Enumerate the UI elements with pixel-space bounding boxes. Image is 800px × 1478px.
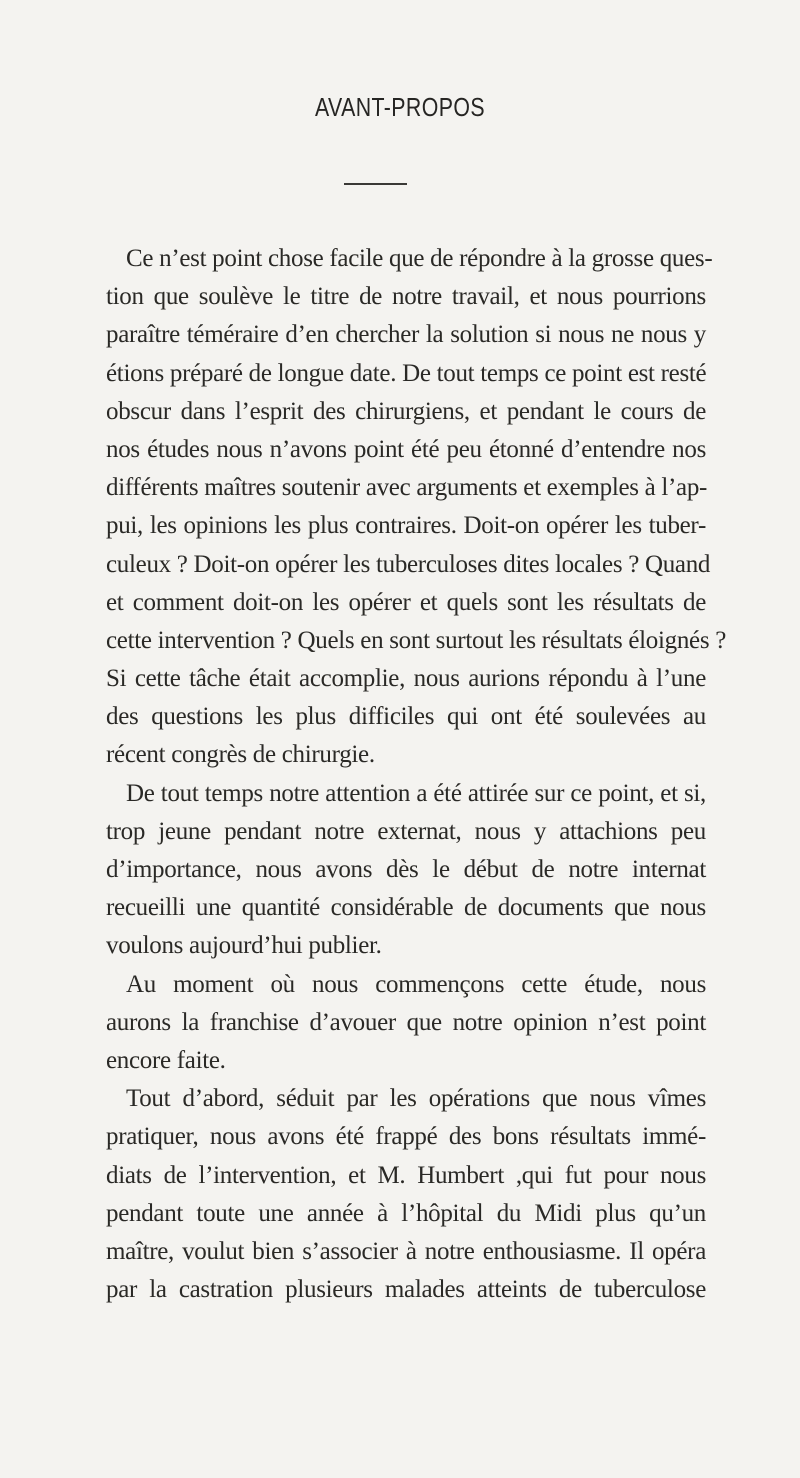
text-line: obscur dans l’esprit des chirurgiens, et pendant le cours de — [106, 397, 706, 425]
title-divider — [344, 183, 407, 185]
text-line: recueilli une quantité considérable de documents que nous — [106, 894, 706, 922]
text-line: d’importance, nous avons dès le début de notre internat — [106, 856, 706, 883]
text-line: pendant toute une année à l’hôpital du Midi plus qu’un — [106, 1199, 706, 1227]
body-text — [106, 240, 727, 1309]
text-line: maître, voulut bien s’associer à notre enthousiasme. Il opéra — [106, 1237, 706, 1265]
text-line: pui, les opinions les plus contraires. Doit-on opérer les tuber- — [106, 512, 706, 540]
text-line: des questions les plus difficiles qui ont été soulevées au — [106, 703, 706, 731]
text-line: pratiquer, nous avons été frappé des bons résultats immé- — [106, 1123, 706, 1151]
text-line: De tout temps notre attention a été attirée sur ce point, et si, — [126, 779, 706, 807]
text-line: paraître téméraire d’en chercher la solution si nous ne nous y — [106, 321, 706, 349]
text-line: trop jeune pendant notre externat, nous y attachions peu — [106, 817, 706, 845]
text-line: aurons la franchise d’avouer que notre opinion n’est point — [106, 1008, 706, 1036]
text-line: diats de l’intervention, et M. Humbert ,qui fut pour nous — [106, 1161, 706, 1189]
page-title: AVANT-PROPOS — [315, 92, 485, 122]
text-line: nos études nous n’avons point été peu étonné d’entendre nos — [106, 435, 706, 463]
text-line: Au moment où nous commençons cette étude, nous — [126, 970, 706, 998]
text-line: culeux ? Doit-on opérer les tuberculoses dites locales ? Quand — [106, 550, 711, 578]
text-line: différents maîtres soutenir avec arguments et exemples à l’ap- — [106, 474, 708, 502]
text-line: cette intervention ? Quels en sont surtout les résultats éloignés ? — [106, 626, 727, 654]
text-line: par la castration plusieurs malades atteints de tuberculose — [106, 1276, 706, 1304]
text-line: tion que soulève le titre de notre travail, et nous pourrions — [106, 283, 706, 311]
text-line: voulons aujourd’hui publier. — [106, 932, 382, 960]
text-line: Si cette tâche était accomplie, nous aurions répondu à l’une — [106, 665, 706, 693]
text-line: et comment doit-on les opérer et quels sont les résultats de — [106, 588, 706, 616]
text-line: étions préparé de longue date. De tout temps ce point est resté — [106, 359, 707, 387]
text-line: Ce n’est point chose facile que de répondre à la grosse ques- — [126, 245, 713, 272]
text-line: récent congrès de chirurgie. — [106, 741, 375, 769]
text-line: encore faite. — [106, 1046, 226, 1074]
text-line: Tout d’abord, séduit par les opérations que nous vîmes — [126, 1085, 706, 1113]
